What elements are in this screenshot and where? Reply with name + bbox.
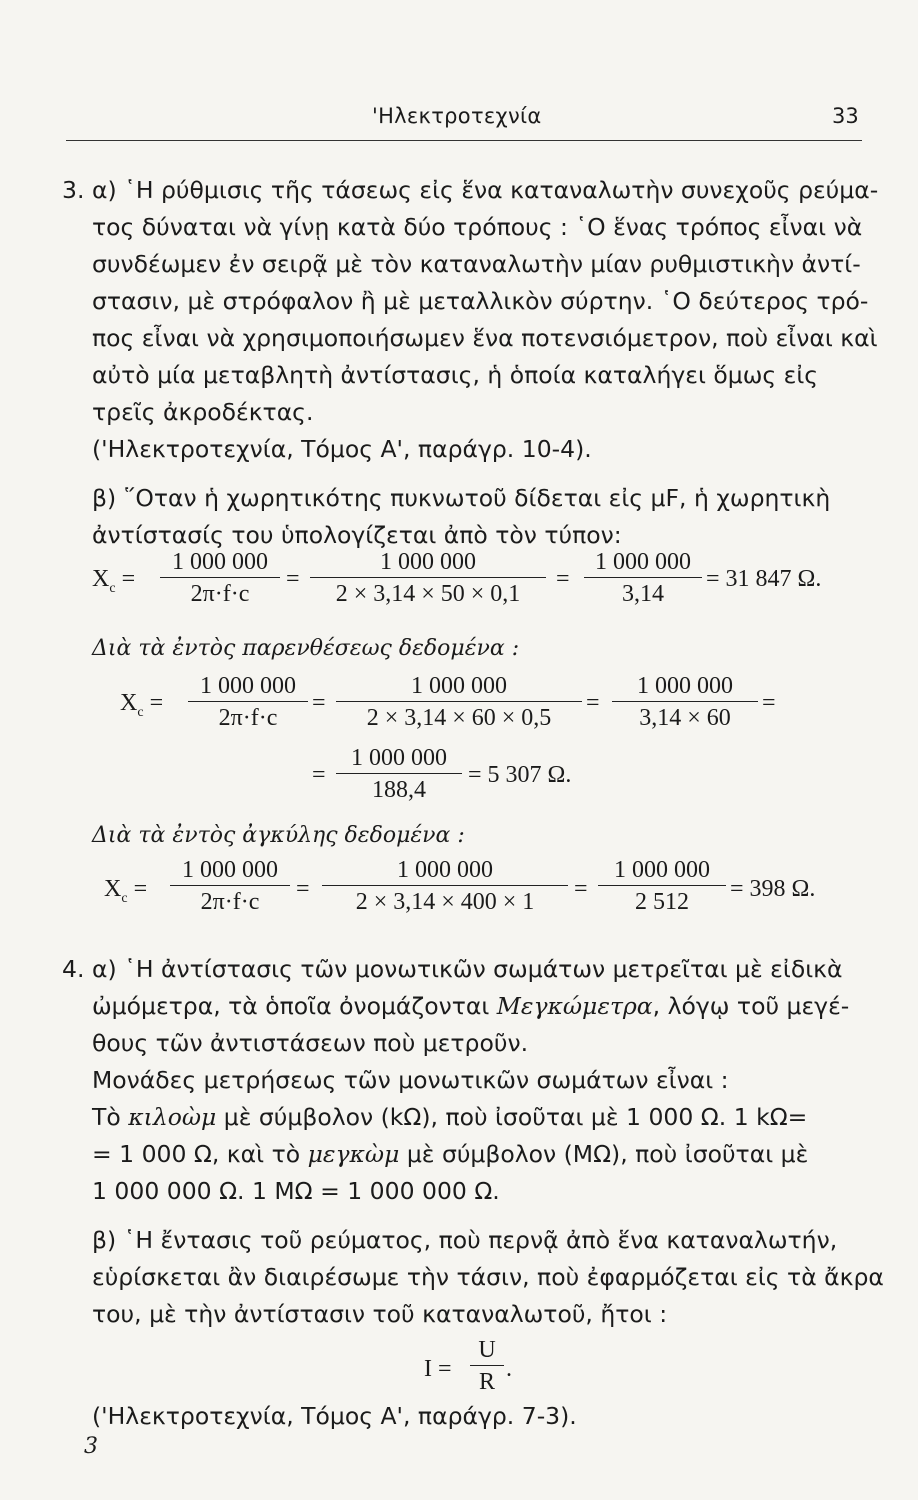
eq-lhs: I = (424, 1356, 452, 1382)
signature-mark: 3 (84, 1434, 98, 1459)
text-line: β) ῾Η ἔντασις τοῦ ρεύματος, ποὺ περνᾷ ἀπὸ ἕνα καταναλωτήν, (92, 1226, 838, 1254)
parenthesis-data-label: Διὰ τὰ ἐντὸς παρενθέσεως δεδομένα : (92, 636, 520, 661)
brace-data-label: Διὰ τὰ ἐντὸς ἀγκύλης δεδομένα : (92, 823, 465, 848)
text-line: πος εἶναι νὰ χρησιμοποιήσωμεν ἕνα ποτενσιόμετρον, ποὺ εἶναι καὶ (92, 324, 878, 352)
text-line: α) ῾Η ρύθμισις τῆς τάσεως εἰς ἕνα καταναλωτὴν συνεχοῦς ρεύμα- (92, 176, 879, 204)
question-4-number: 4. (62, 955, 85, 983)
fraction: 1 000 000 2 × 3,14 × 50 × 0,1 (310, 548, 546, 608)
eq-lhs: $X_c$ = (104, 876, 148, 906)
equals-sign: = (762, 690, 776, 716)
text-line: συνδέωμεν ἐν σειρᾷ μὲ τὸν καταναλωτὴν μίαν ρυθμιστικὴν ἀντί- (92, 250, 861, 278)
text-line: ἀντίστασίς του ὑπολογίζεται ἀπὸ τὸν τύπον: (92, 521, 622, 549)
equals-sign: = (586, 690, 600, 716)
equals-sign: = (296, 876, 310, 902)
question-3-number: 3. (62, 176, 85, 204)
fraction: 1 000 000 3,14 × 60 (612, 672, 758, 732)
equation-result: = 31 847 Ω. (706, 566, 822, 592)
equation-result: = 398 Ω. (730, 876, 816, 902)
text-line: εὑρίσκεται ἂν διαιρέσωμε τὴν τάσιν, ποὺ ἐφαρμόζεται εἰς τὰ ἄκρα (92, 1263, 884, 1291)
fraction: 1 000 000 2π·f·c (170, 856, 290, 916)
reference-line: ('Ηλεκτροτεχνία, Τόμος Α', παράγρ. 7-3). (92, 1402, 577, 1430)
text-line: τος δύναται νὰ γίνῃ κατὰ δύο τρόπους : ῾Ο ἕνας τρόπος εἶναι νὰ (92, 213, 863, 241)
fraction: 1 000 000 188,4 (336, 744, 462, 804)
text-line: ὠμόμετρα, τὰ ὁποῖα ὀνομάζονται Μεγκώμετρα, λόγῳ τοῦ μεγέ- (92, 992, 850, 1020)
text-line: α) ῾Η ἀντίστασις τῶν μονωτικῶν σωμάτων μετρεῖται μὲ εἰδικὰ (92, 955, 843, 983)
term-megohm: μεγκὼμ (307, 1140, 400, 1168)
fraction: 1 000 000 2π·f·c (188, 672, 308, 732)
equals-sign: = (556, 566, 570, 592)
equals-sign: = (286, 566, 300, 592)
equals-sign: = (312, 762, 326, 788)
fraction: 1 000 000 2 × 3,14 × 400 × 1 (322, 856, 568, 916)
text-line: αὐτὸ μία μεταβλητὴ ἀντίστασις, ἡ ὁποία καταλήγει ὅμως εἰς (92, 361, 819, 389)
term-megohmmeter: Μεγκώμετρα (496, 992, 653, 1020)
fraction: 1 000 000 2 512 (598, 856, 726, 916)
header-rule (66, 140, 862, 141)
text-line: στασιν, μὲ στρόφαλον ἢ μὲ μεταλλικὸν σύρτην. ῾Ο δεύτερος τρό- (92, 287, 869, 315)
running-header (0, 104, 918, 134)
text-line: θους τῶν ἀντιστάσεων ποὺ μετροῦν. (92, 1029, 529, 1057)
text-line: β) ῞Οταν ἡ χωρητικότης πυκνωτοῦ δίδεται εἰς μF, ἡ χωρητικὴ (92, 484, 831, 512)
text-line: Τὸ κιλοὼμ μὲ σύμβολον (kΩ), ποὺ ἰσοῦται μὲ 1 000 Ω. 1 kΩ= (92, 1103, 808, 1131)
equals-sign: = (574, 876, 588, 902)
equals-sign: = (312, 690, 326, 716)
eq-lhs: $X_c$ = (120, 690, 164, 720)
text-line: Μονάδες μετρήσεως τῶν μονωτικῶν σωμάτων εἶναι : (92, 1066, 729, 1094)
text-line: τρεῖς ἀκροδέκτας. (92, 398, 314, 426)
text-line: 1 000 000 Ω. 1 MΩ = 1 000 000 Ω. (92, 1177, 500, 1205)
header-title: 'Ηλεκτροτεχνία (372, 104, 542, 128)
text-line: του, μὲ τὴν ἀντίστασιν τοῦ καταναλωτοῦ, ἤτοι : (92, 1300, 668, 1328)
fraction: 1 000 000 2π·f·c (160, 548, 280, 608)
text-line: = 1 000 Ω, καὶ τὸ μεγκὼμ μὲ σύμβολον (MΩ), ποὺ ἰσοῦται μὲ (92, 1140, 809, 1168)
fraction: U R (470, 1336, 504, 1396)
eq-lhs: $X_c$ = (92, 566, 136, 596)
fraction: 1 000 000 2 × 3,14 × 60 × 0,5 (336, 672, 582, 732)
equation-result: = 5 307 Ω. (468, 762, 572, 788)
fraction: 1 000 000 3,14 (584, 548, 702, 608)
term-kilohm: κιλοὼμ (128, 1103, 217, 1131)
eq-period: . (506, 1356, 512, 1382)
reference-line: ('Ηλεκτροτεχνία, Τόμος Α', παράγρ. 10-4). (92, 435, 592, 463)
page-number: 33 (832, 104, 859, 128)
